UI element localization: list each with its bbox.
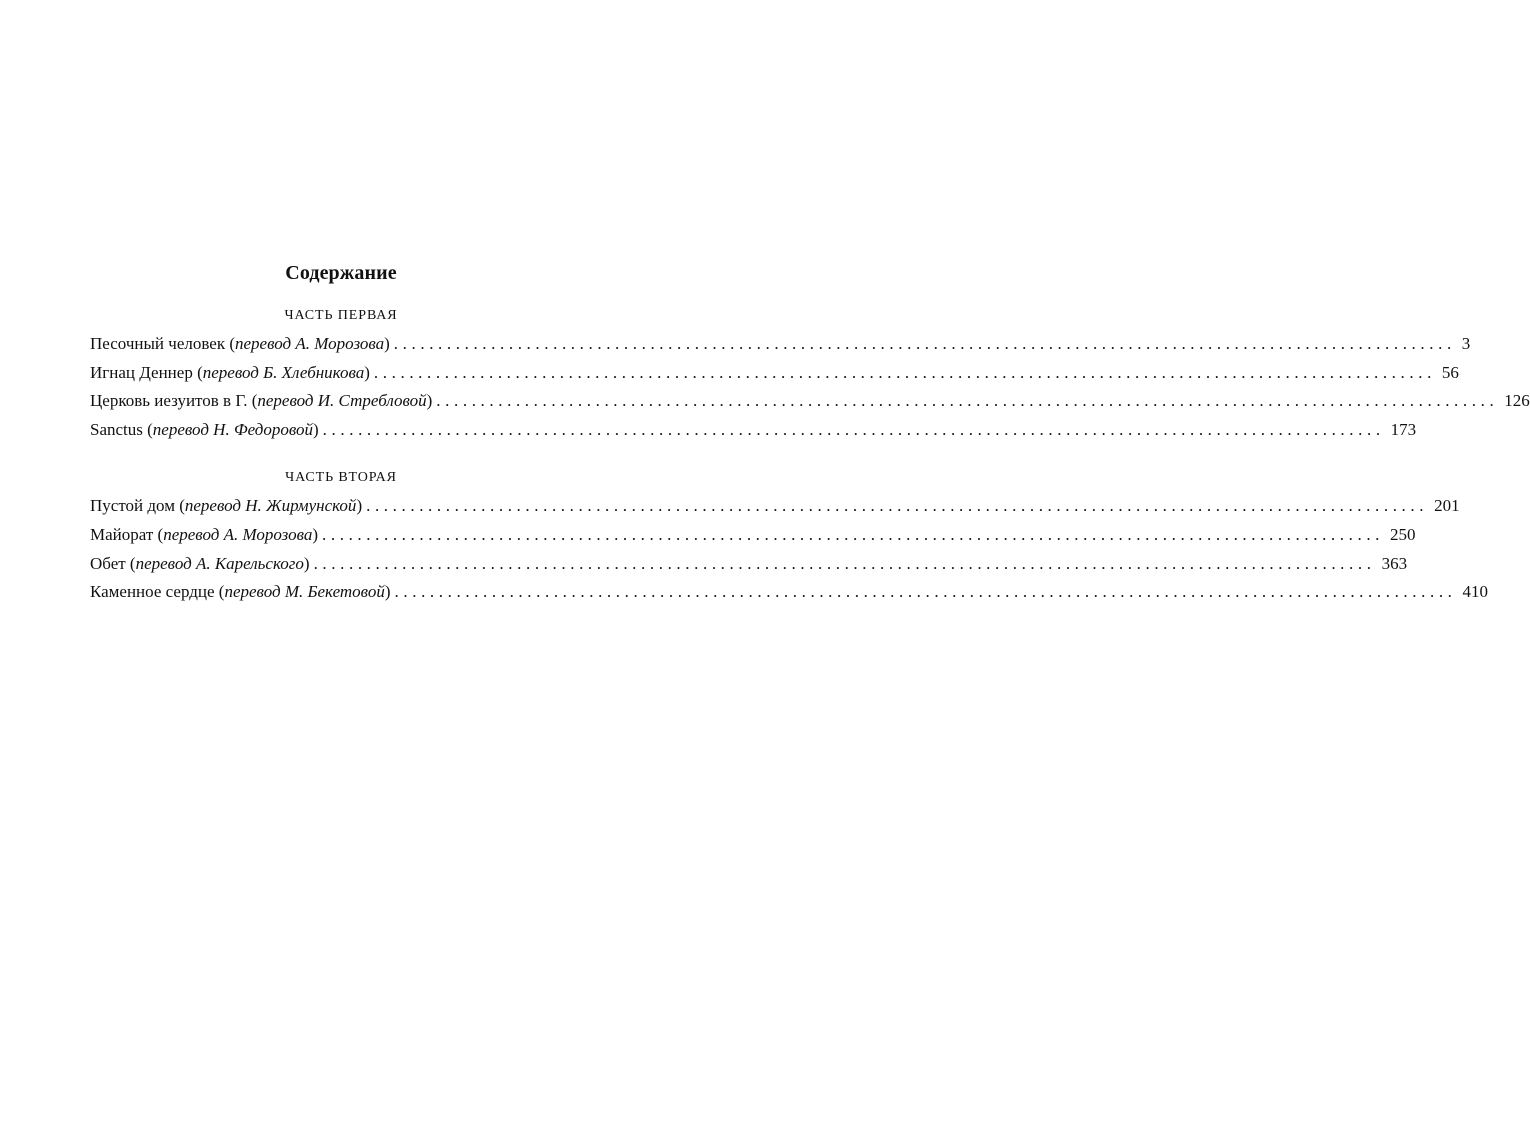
entry-close: ) xyxy=(364,362,370,382)
toc-part-two xyxy=(90,468,1489,606)
toc-entry xyxy=(90,550,1408,579)
entry-title: Каменное сердце ( xyxy=(90,582,225,602)
entry-page-number: 173 xyxy=(1390,419,1417,439)
entry-close: ) xyxy=(384,334,390,353)
dot-leader: ........................................................................................................................ xyxy=(393,334,1456,353)
entry-page-number: 201 xyxy=(1434,496,1460,516)
entry-title: Игнац Деннер ( xyxy=(90,362,203,382)
entry-translation: перевод Н. Федоровой xyxy=(152,419,313,439)
entry-translation: перевод Б. Хлебникова xyxy=(202,362,365,382)
entry-text xyxy=(90,521,318,550)
dot-leader: ........................................................................................................................ xyxy=(366,496,1429,516)
entry-title: Майорат ( xyxy=(90,524,164,544)
entry-page-number: 410 xyxy=(1462,582,1489,602)
entry-text xyxy=(90,416,319,445)
dot-leader: ........................................................................................................................ xyxy=(313,553,1376,573)
toc-entry xyxy=(90,578,1489,607)
entry-translation: перевод И. Стребловой xyxy=(257,391,427,411)
toc-entry xyxy=(90,521,1416,550)
entry-translation: перевод А. Морозова xyxy=(235,334,385,353)
entry-title: Обет ( xyxy=(90,553,136,573)
entry-translation: перевод А. Карельского xyxy=(135,553,304,573)
entry-close: ) xyxy=(313,419,319,439)
entry-close: ) xyxy=(303,553,310,573)
entry-page-number: 126 xyxy=(1504,391,1530,411)
dot-leader: ........................................................................................................................ xyxy=(322,419,1385,439)
part-heading: ЧАСТЬ ВТОРАЯ xyxy=(285,470,397,486)
entry-text xyxy=(90,550,310,579)
toc-title: Содержание xyxy=(285,262,397,284)
entry-page-number: 3 xyxy=(1461,334,1471,353)
entry-text xyxy=(90,359,370,388)
entry-translation: перевод М. Бекетовой xyxy=(224,582,385,602)
entry-text xyxy=(90,492,362,521)
entry-close: ) xyxy=(312,524,319,544)
entry-page-number: 363 xyxy=(1381,553,1408,573)
dot-leader: ........................................................................................................................ xyxy=(394,582,1457,602)
part-heading: ЧАСТЬ ПЕРВАЯ xyxy=(284,308,398,323)
dot-leader: ........................................................................................................................ xyxy=(436,391,1499,411)
entry-text xyxy=(90,578,391,607)
entry-title: Пустой дом ( xyxy=(90,496,185,516)
entry-text xyxy=(90,387,432,416)
entry-close: ) xyxy=(384,582,391,602)
dot-leader: ........................................................................................................................ xyxy=(322,524,1385,544)
entry-page-number: 56 xyxy=(1441,362,1459,382)
entry-close: ) xyxy=(426,391,433,411)
toc-entry xyxy=(90,387,1530,416)
toc-entry xyxy=(90,492,1460,521)
toc-entry xyxy=(90,416,1417,445)
entry-title: Sanctus ( xyxy=(90,419,153,439)
dot-leader: ........................................................................................................................ xyxy=(373,362,1436,382)
entry-close: ) xyxy=(356,496,363,516)
entry-title: Песочный человек ( xyxy=(90,334,235,353)
entry-title: Церковь иезуитов в Г. ( xyxy=(90,391,258,411)
table-of-contents xyxy=(90,258,1530,607)
entry-translation: перевод А. Морозова xyxy=(163,524,313,544)
toc-entry xyxy=(90,330,1471,359)
entry-page-number: 250 xyxy=(1390,524,1416,544)
toc-entry xyxy=(90,359,1459,388)
entry-text xyxy=(90,330,390,359)
entry-translation: перевод Н. Жирмунской xyxy=(184,496,357,516)
toc-part-one xyxy=(90,306,1530,444)
